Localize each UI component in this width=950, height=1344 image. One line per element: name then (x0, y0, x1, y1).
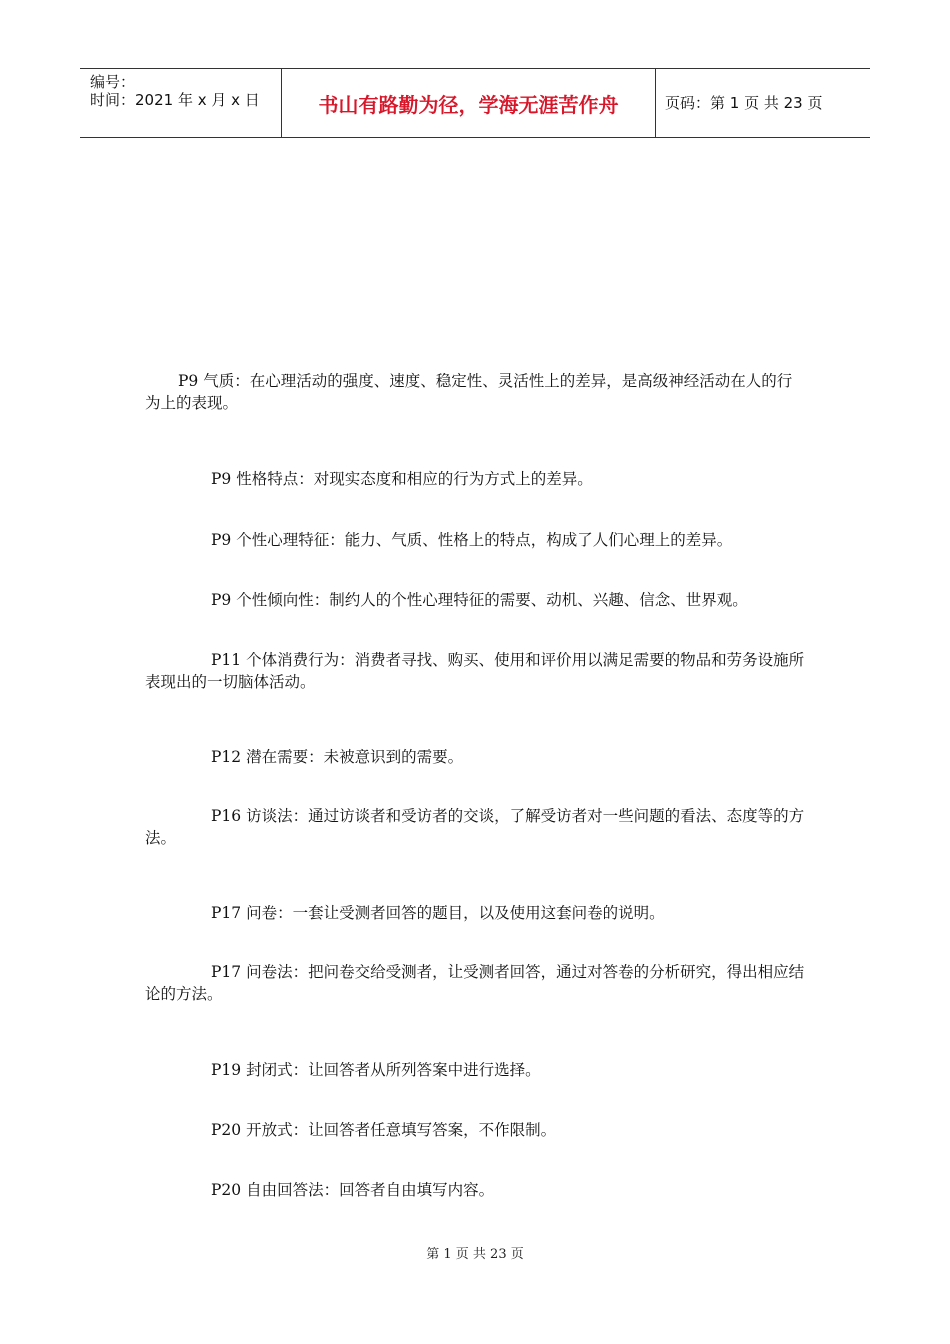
paragraph: P16 访谈法：通过访谈者和受访者的交谈，了解受访者对一些问题的看法、态度等的方法。 (145, 807, 805, 847)
paragraph: P9 性格特点：对现实态度和相应的行为方式上的差异。 (211, 470, 593, 488)
paragraph: P11 个体消费行为：消费者寻找、购买、使用和评价用以满足需要的物品和劳务设施所表现出的一切脑体活动。 (145, 651, 805, 691)
header-meta-cell (80, 69, 281, 137)
paragraph: P17 问卷法：把问卷交给受测者，让受测者回答，通过对答卷的分析研究，得出相应结论的方法。 (145, 963, 805, 1003)
page-footer: 第 1 页 共 23 页 (426, 1247, 524, 1262)
header-motto-cell (281, 69, 656, 137)
paragraph: P19 封闭式：让回答者从所列答案中进行选择。 (211, 1061, 541, 1079)
doc-time-label: 时间：2021 年 x 月 x 日 (90, 91, 260, 109)
paragraph: P9 个性心理特征：能力、气质、性格上的特点，构成了人们心理上的差异。 (211, 531, 733, 549)
header-motto: 书山有路勤为径，学海无涯苦作舟 (318, 93, 619, 117)
paragraph: P9 气质：在心理活动的强度、速度、稳定性、灵活性上的差异，是高级神经活动在人的行为上的表现。 (145, 372, 793, 412)
header-page-info: 页码：第 1 页 共 23 页 (665, 94, 823, 112)
paragraph: P12 潜在需要：未被意识到的需要。 (211, 748, 464, 766)
doc-number-label: 编号： (90, 73, 136, 91)
header-page-cell (655, 69, 870, 137)
paragraph: P20 自由回答法：回答者自由填写内容。 (211, 1181, 495, 1199)
paragraph: P17 问卷：一套让受测者回答的题目，以及使用这套问卷的说明。 (211, 904, 665, 922)
document-header (80, 68, 870, 138)
paragraph: P9 个性倾向性：制约人的个性心理特征的需要、动机、兴趣、信念、世界观。 (211, 591, 748, 609)
paragraph: P20 开放式：让回答者任意填写答案，不作限制。 (211, 1121, 557, 1139)
